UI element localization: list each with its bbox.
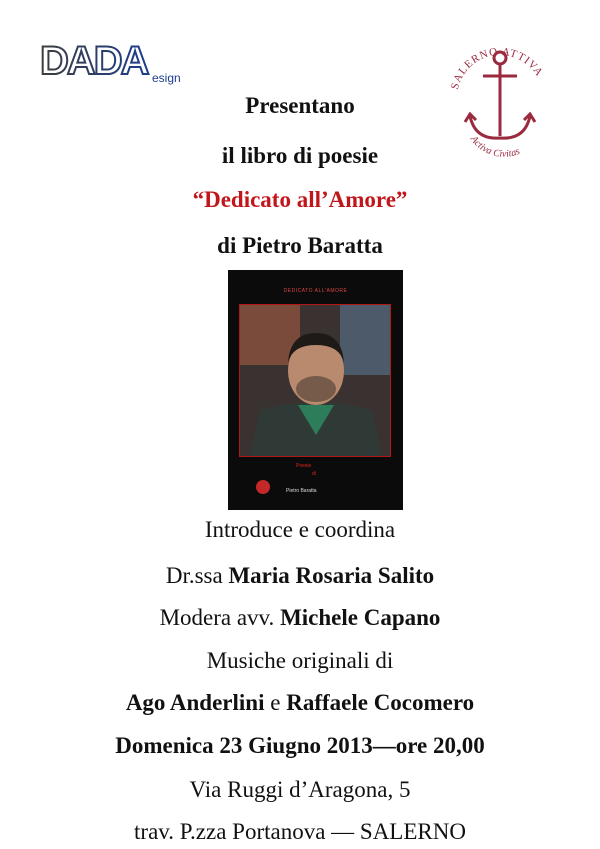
presentano-heading: Presentano	[245, 93, 355, 118]
cover-title: DEDICATO ALL'AMORE	[283, 288, 348, 294]
address-line: Via Ruggi d’Aragona, 5	[189, 777, 411, 802]
book-title: “Dedicato all’Amore”	[192, 187, 408, 212]
location-line: trav. P.zza Portanova — SALERNO	[134, 819, 466, 844]
modera-prefix: Modera avv.	[159, 605, 275, 630]
moderator-name: Maria Rosaria Salito	[228, 563, 435, 588]
moderator-prefix: Dr.ssa	[165, 563, 223, 588]
cover-author: Pietro Baratta	[286, 488, 317, 494]
publisher-logo-icon	[256, 480, 270, 494]
and-word: e	[270, 690, 281, 715]
book-cover-image	[228, 270, 403, 510]
musicians-line	[0, 689, 600, 717]
music-line: Musiche originali di	[206, 648, 394, 673]
author-line: di Pietro Baratta	[217, 233, 383, 258]
cover-genre: Poesie	[296, 463, 312, 469]
motto-text: Activa Civitas	[468, 133, 522, 160]
modera-name: Michele Capano	[280, 605, 441, 630]
modera-line	[0, 604, 600, 632]
musician-2: Raffaele Cocomero	[286, 690, 475, 715]
event-date: Domenica 23 Giugno 2013—ore 20,00	[115, 733, 485, 758]
cover-di: di	[312, 471, 316, 477]
cover-photo	[239, 304, 391, 457]
introduce-line: Introduce e coordina	[204, 517, 396, 542]
moderator-line	[0, 562, 600, 590]
ring-text: SALERNO ATTIVA	[448, 45, 546, 91]
musician-1: Ago Anderlini	[125, 690, 265, 715]
dada-logo-suffix: esign	[152, 71, 180, 85]
subtitle: il libro di poesie	[221, 143, 379, 168]
dada-logo-text: DADA	[40, 39, 148, 83]
dada-design-logo	[40, 36, 180, 86]
